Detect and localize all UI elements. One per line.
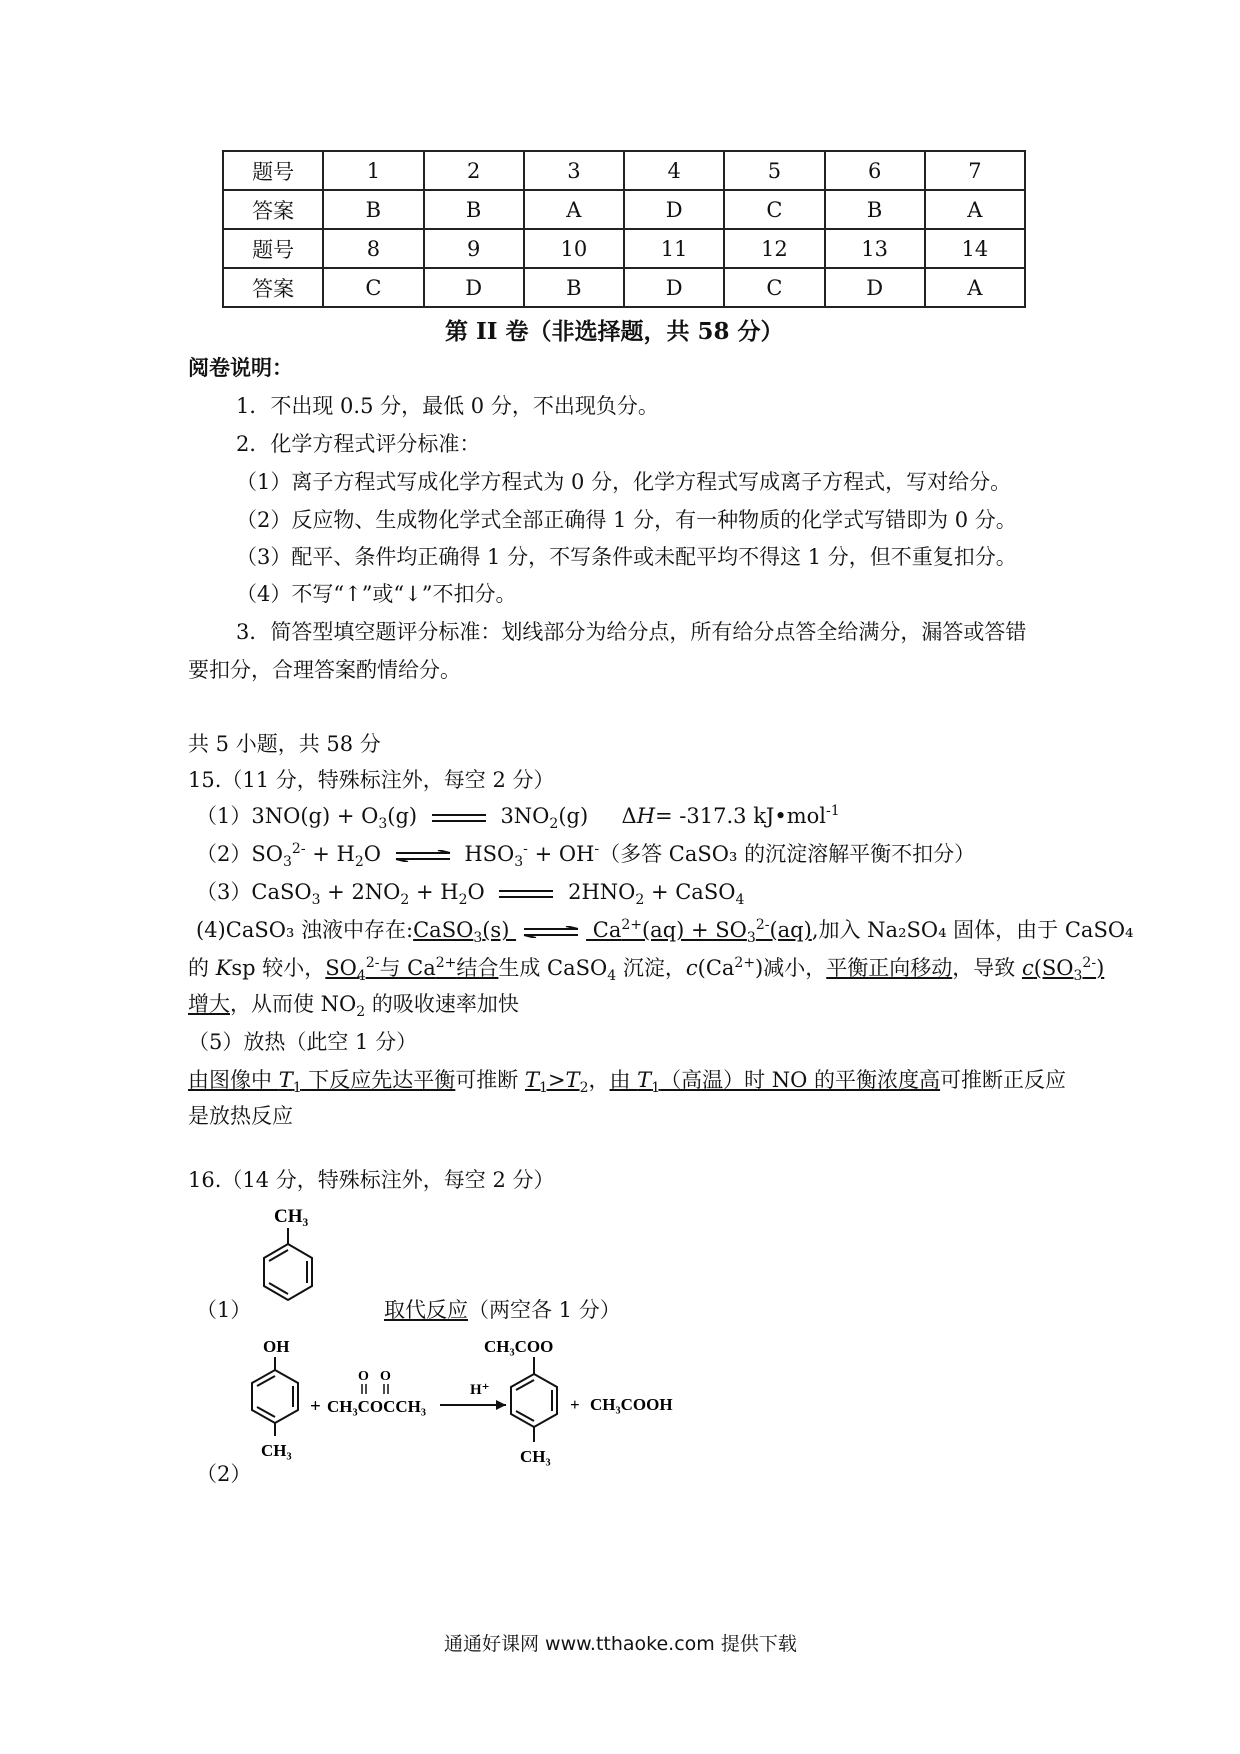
table-cell: 11 [624,229,724,268]
table-cell: 4 [624,151,724,190]
table-cell: 6 [825,151,925,190]
q15-answer-1: $(1)3NO(g) + O_3(g)$ $3NO_2(g)$ ΔH= -317.3 kJ•mol$^{-1}$ [196,803,840,833]
svg-text:CH₃: CH₃ [274,1206,309,1227]
equilibrium-arrow-icon [522,926,580,938]
svg-text:CH₃: CH₃ [261,1441,292,1460]
q16-answer-2-number: （2） [196,1462,252,1486]
table-cell: 3 [524,151,624,190]
svg-text:CH₃COCCH₃: CH₃COCCH₃ [327,1397,426,1416]
toluene-structure [250,1200,330,1310]
note-1: 1．不出现 0.5 分，最低 0 分，不出现负分。 [236,394,659,418]
table-cell: B [524,268,624,307]
svg-text:CH₃COOH: CH₃COOH [590,1395,673,1414]
table-cell: 12 [724,229,824,268]
equals-arrow-icon [430,812,488,824]
svg-text:O: O [358,1369,369,1384]
note-2-3: （3）配平、条件均正确得 1 分，不写条件或未配平均不得这 1 分，但不重复扣分。 [236,545,1017,569]
q15-answer-3: （3）CaSO$_3$ + $2NO_2 + H_2O$ $2HNO_2$ + CaSO$_4$ [196,880,745,909]
table-cell: D [624,268,724,307]
acetylation-reaction-structure [230,1330,730,1480]
q15-answer-2: $(2)SO_3^{2-} + H_2O$ $HSO_3^- + OH^-$（多答 CaSO₃ 的沉淀溶解平衡不扣分） [196,841,976,871]
footer: 通通好课网 www.tthaoke.com 提供下载 [444,1633,797,1655]
answer-table [222,150,1026,308]
q15-answer-5-reason-line1: 由图像中 $T_1$ 下反应先达平衡可推断 $T_1>T_2$，由 $T_1$（高温）时 NO 的平衡浓度高可推断正反应 [188,1068,1067,1097]
svg-text:O: O [380,1369,391,1384]
q15-answer-5-reason-line2: 是放热反应 [188,1104,293,1128]
q15-answer-4-line2: 的 Ksp 较小，$SO_4^{2-}$与 $Ca^{2+}$结合生成 CaSO$_4$ 沉淀，$c(Ca^{2+})$减小，平衡正向移动，导致 $c(SO_3^{2-})$ [188,955,1105,985]
table-cell: B [825,190,925,229]
table-cell: B [424,190,524,229]
equilibrium-arrow-icon [394,850,452,862]
svg-text:CH₃: CH₃ [520,1447,551,1466]
section-title: 第 II 卷（非选择题，共 58 分） [445,318,784,345]
note-2: 2．化学方程式评分标准： [236,432,481,456]
equals-arrow-icon [497,888,555,900]
table-cell: D [825,268,925,307]
table-cell: D [424,268,524,307]
table-cell: D [624,190,724,229]
table-cell: 10 [524,229,624,268]
table-cell: 5 [724,151,824,190]
q16-answer-1-number: （1） [196,1298,252,1322]
row-header-cell: 题号 [223,229,323,268]
table-cell: 2 [424,151,524,190]
table-cell: 8 [323,229,423,268]
q16-answer-1: 取代反应（两空各 1 分） [384,1298,621,1322]
q16-heading: 16.（14 分，特殊标注外，每空 2 分） [188,1168,555,1192]
svg-text:OH: OH [263,1337,290,1356]
svg-text:H⁺: H⁺ [470,1382,490,1398]
note-2-2: （2）反应物、生成物化学式全部正确得 1 分，有一种物质的化学式写错即为 0 分。 [236,508,1017,532]
summary: 共 5 小题，共 58 分 [188,732,381,756]
table-row [223,229,1025,268]
table-row [223,268,1025,307]
table-row [223,190,1025,229]
note-2-4: （4）不写“↑”或“↓”不扣分。 [236,582,517,606]
q15-answer-4-line3: 增大，从而使 $NO_2$ 的吸收速率加快 [188,992,519,1021]
q15-answer-5: （5）放热（此空 1 分） [188,1030,418,1054]
table-cell: C [724,268,824,307]
note-2-1: （1）离子方程式写成化学方程式为 0 分，化学方程式写成离子方程式，写对给分。 [236,470,1012,494]
notes-heading: 阅卷说明： [188,355,293,380]
table-cell: 1 [323,151,423,190]
row-header-cell: 答案 [223,190,323,229]
table-cell: 14 [925,229,1025,268]
table-cell: A [524,190,624,229]
svg-text:CH₃COO: CH₃COO [484,1337,554,1356]
svg-text:+: + [310,1396,321,1417]
table-cell: 13 [825,229,925,268]
table-cell: C [323,268,423,307]
table-cell: 9 [424,229,524,268]
table-cell: B [323,190,423,229]
table-cell: A [925,268,1025,307]
table-row [223,151,1025,190]
note-3-line2: 要扣分，合理答案酌情给分。 [188,658,461,682]
table-cell: 7 [925,151,1025,190]
table-cell: C [724,190,824,229]
svg-text:+: + [570,1395,580,1414]
row-header-cell: 答案 [223,268,323,307]
note-3-line1: 3．简答型填空题评分标准：划线部分为给分点，所有给分点答全给满分，漏答或答错 [236,620,1027,644]
q15-heading: 15.（11 分，特殊标注外，每空 2 分） [188,768,555,792]
table-cell: A [925,190,1025,229]
q15-answer-4-line1: (4)CaSO₃ 浊液中存在:CaSO$_3$(s) $Ca^{2+}(aq) + SO_3^{2-}(aq)$,加入 Na₂SO₄ 固体，由于 CaSO₄ [196,917,1134,947]
row-header-cell: 题号 [223,151,323,190]
